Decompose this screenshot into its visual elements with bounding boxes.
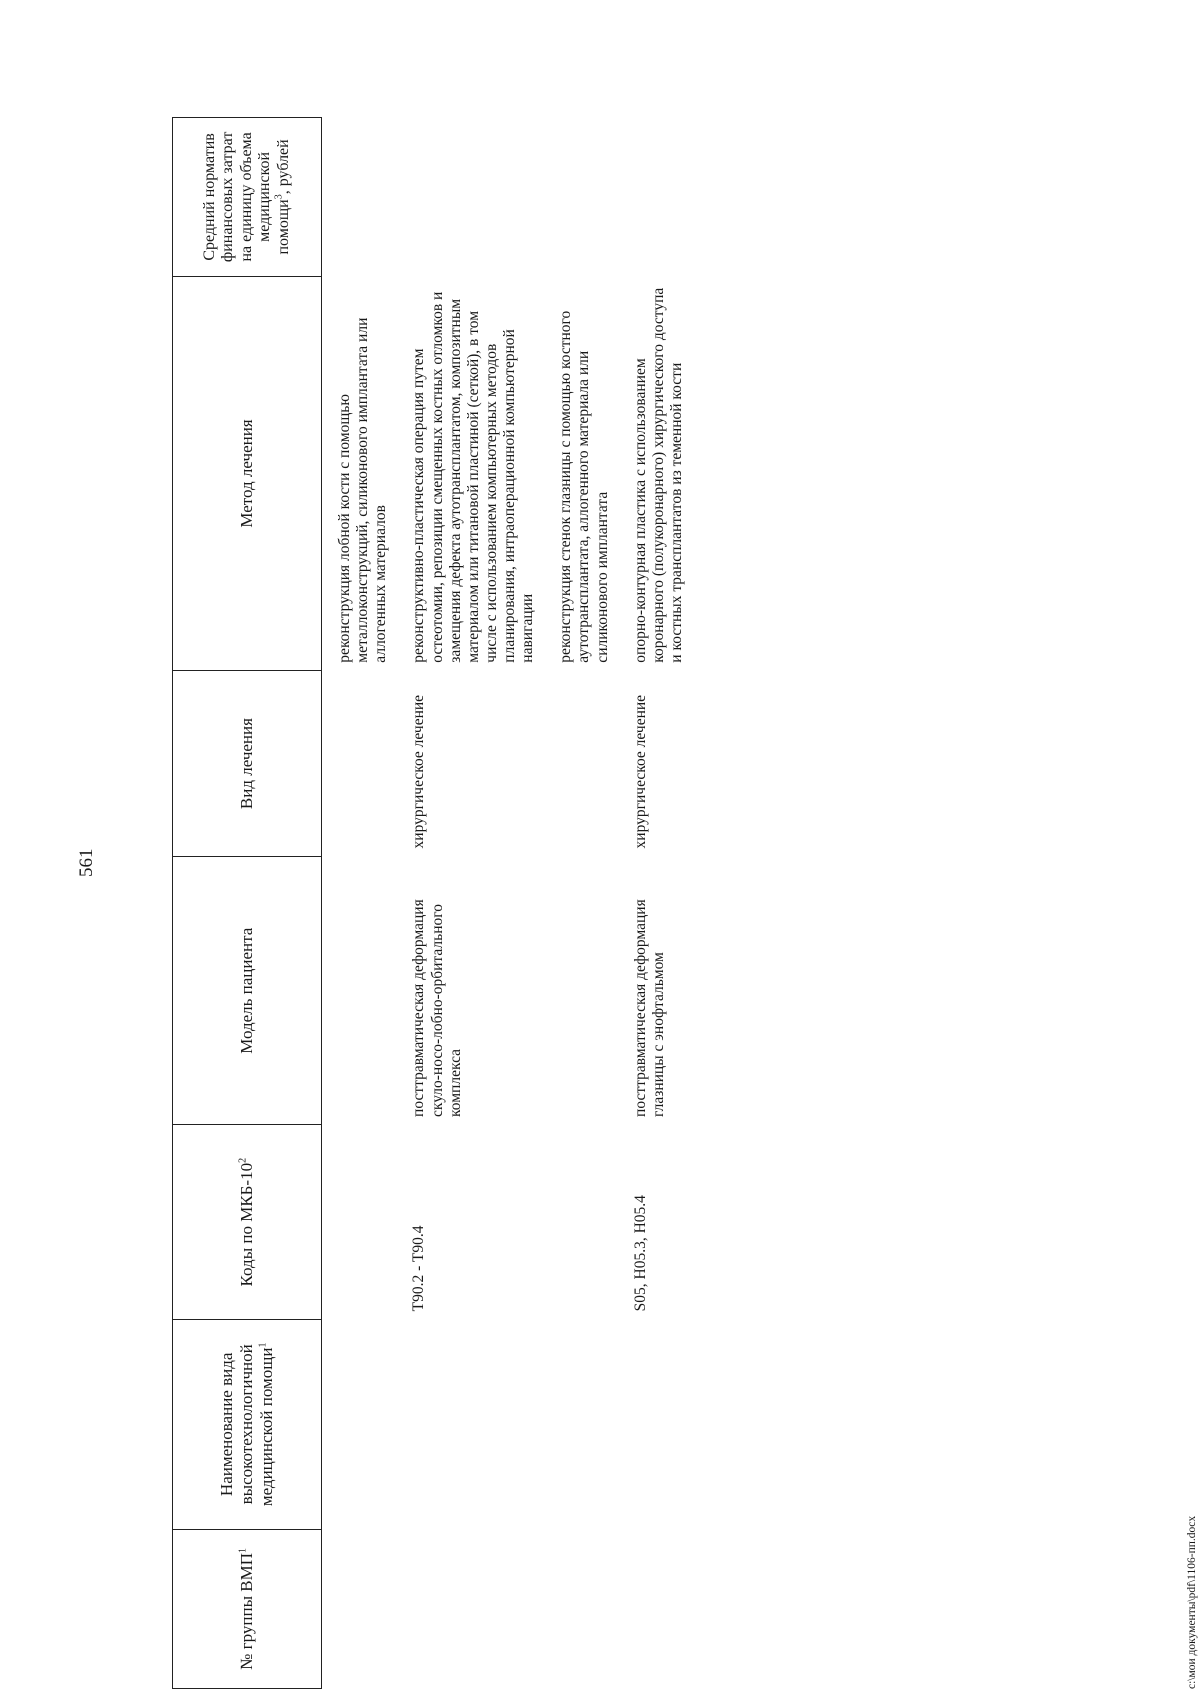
- table-row: [322, 118, 401, 1689]
- cell-patient-model: [547, 856, 621, 1125]
- cell-treatment-type: хирургическое лечение: [631, 694, 649, 849]
- cell-icd-codes: [547, 1125, 621, 1319]
- cell-group-no: [622, 1529, 696, 1688]
- cell-vmp-name: [547, 1319, 621, 1529]
- cell-icd-codes: T90.2 - T90.4: [410, 1225, 428, 1312]
- cell-vmp-name: [322, 1319, 401, 1529]
- cell-treatment-type: [547, 671, 621, 857]
- header-icd-codes: Коды по МКБ-$10^2$: [173, 1125, 322, 1319]
- cell-group-no: [400, 1529, 547, 1688]
- cell-icd-codes: [322, 1125, 401, 1319]
- header-average-cost: Средний норматив финансовых затрат на единицу объема медицинской помощи$^3$, рублей: [173, 118, 322, 277]
- header-group-no: № группы ВМП$^1$: [173, 1529, 322, 1688]
- vmp-table: [172, 117, 696, 1689]
- header-vmp-name: Наименование вида высокотехнологичной медицинской помощи$^1$: [173, 1319, 322, 1529]
- cell-patient-model: посттравматическая деформация глазницы с энофтальмом: [631, 899, 667, 1117]
- cell-treatment-method: реконструкция стенок глазницы с помощью костного аутотрансплантата, аллогенного материала или силиконового имплантата: [557, 310, 611, 663]
- cell-treatment-type: хирургическое лечение: [410, 694, 428, 849]
- cell-group-no: [547, 1529, 621, 1688]
- cell-group-no: [322, 1529, 401, 1688]
- header-patient-model: Модель пациента: [173, 856, 322, 1125]
- cell-patient-model: [322, 856, 401, 1125]
- cell-vmp-name: [622, 1319, 696, 1529]
- table-header-row: [173, 118, 322, 1689]
- file-path-footer: c:\мои документы\pdf\1106-пп.docx: [1186, 1515, 1198, 1689]
- table-row: [622, 118, 696, 1689]
- cell-treatment-method: опорно-контурная пластика с использованием коронарного (полукоронарного) хирургического доступа и костных трансплантатов из теменной кости: [631, 287, 685, 663]
- cell-treatment-method: реконструкция лобной кости с помощью металлоконструкций, силиконового имплантата или аллогенных материалов: [336, 317, 390, 663]
- table-row: [400, 118, 547, 1689]
- cell-average-cost: [622, 118, 696, 277]
- cell-treatment-type: [322, 671, 401, 857]
- header-treatment-method: Метод лечения: [173, 276, 322, 670]
- cell-vmp-name: [400, 1319, 547, 1529]
- table-row: [547, 118, 621, 1689]
- cell-icd-codes: S05, H05.3, H05.4: [631, 1195, 649, 1312]
- cell-average-cost: [322, 118, 401, 277]
- page-number: 561: [76, 848, 97, 877]
- cell-average-cost: [400, 118, 547, 277]
- cell-average-cost: [547, 118, 621, 277]
- cell-patient-model: посттравматическая деформация скуло-носо-лобно-орбитального комплекса: [410, 899, 464, 1117]
- cell-treatment-method: реконструктивно-пластическая операция путем остеотомии, репозиции смещенных костных отломков и замещения дефекта аутотрансплантатом, композитным материалом или титановой пластиной (сеткой), в том числе с использованием компьютерных методов планирования, интраоперационной компьютерной навигации: [410, 291, 537, 663]
- header-treatment-type: Вид лечения: [173, 671, 322, 857]
